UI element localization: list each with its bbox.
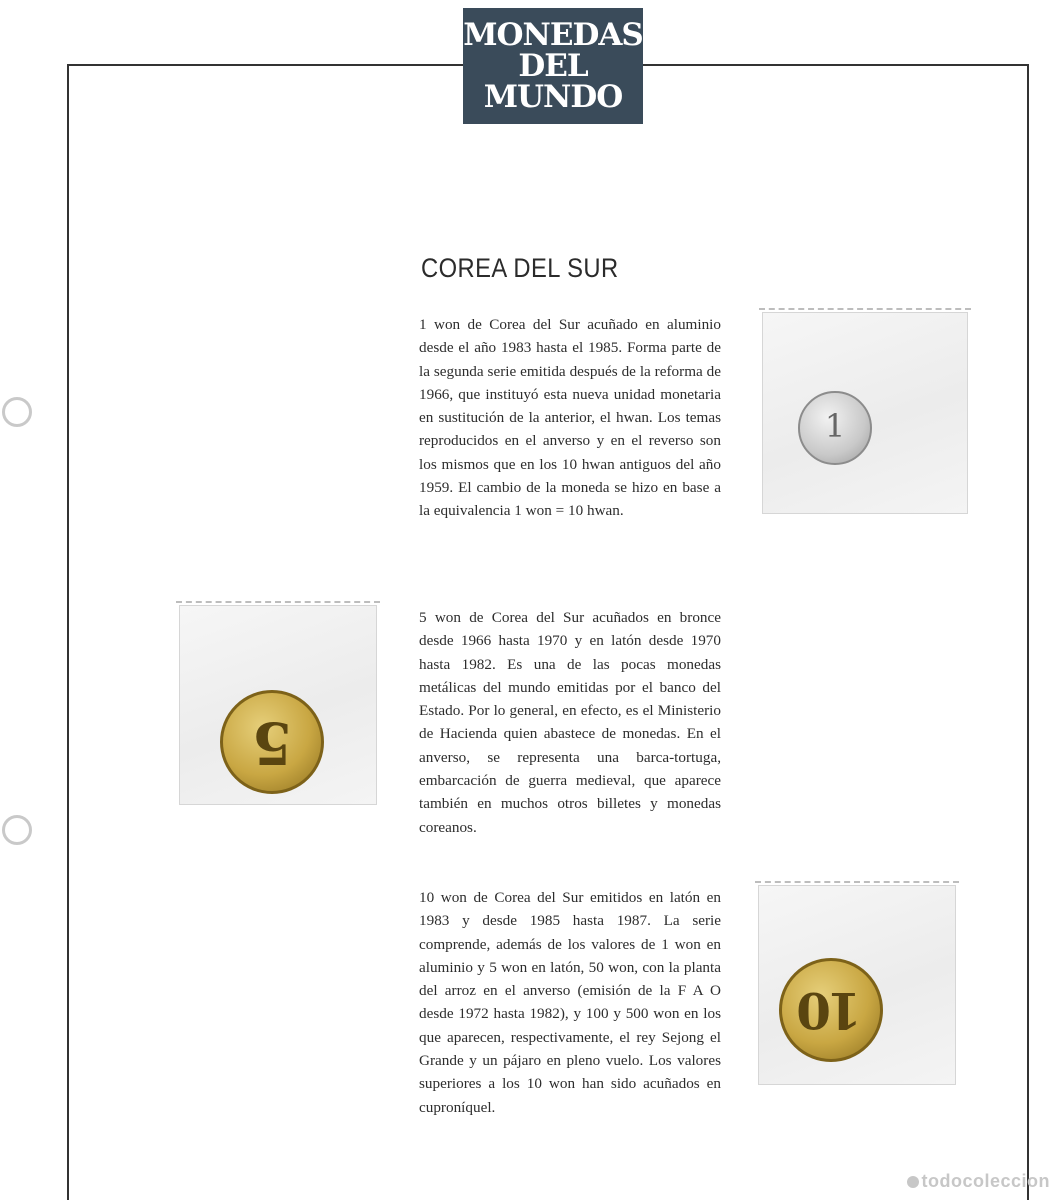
banner-line-3: MUNDO <box>483 79 623 115</box>
banner-line-2: DEL <box>518 48 588 84</box>
country-title: COREA DEL SUR <box>421 253 619 283</box>
collection-banner <box>463 8 643 124</box>
coin-holder-5-won <box>179 605 377 805</box>
watermark-dot-icon <box>907 1176 919 1188</box>
holder-edge <box>759 308 971 314</box>
coin-holder-10-won <box>758 885 956 1085</box>
coin-1-won-numeral: 1 <box>824 407 846 445</box>
coin-5-won-numeral: 5 <box>251 709 293 777</box>
coin-holder-1-won <box>762 312 968 514</box>
holder-edge <box>755 881 959 887</box>
watermark-text: todocoleccion <box>921 1171 1050 1191</box>
coin-1-description: 1 won de Corea del Sur acuñado en aluminio desde el año 1983 hasta el 1985. Forma parte de la segunda serie emitida después de la reforma de 1966, que instituyó esta nueva unidad monetaria en sustitución de la anterior, el hwan. Los temas reproducidos en el anverso y en el reverso son los mismos que en los 10 hwan antiguos del año 1959. El cambio de la moneda se hizo en base a la equivalencia 1 won = 10 hwan. <box>419 316 721 520</box>
holder-edge <box>176 601 380 607</box>
banner-line-1: MONEDAS <box>463 17 643 53</box>
binder-hole-top <box>2 397 32 427</box>
coin-1-won-image <box>798 391 872 465</box>
coin-5-description: 5 won de Corea del Sur acuñados en bronce desde 1966 hasta 1970 y en latón desde 1970 hasta 1982. Es una de las pocas monedas metálicas del mundo emitidas por el banco del Estado. Por lo general, en efecto, es el Ministerio de Hacienda quien abastece de monedas. En el anverso, se representa una barca-tortuga, embarcación de guerra medieval, que aparece también en muchos otros billetes y monedas coreanos. <box>419 609 721 836</box>
watermark-logo <box>907 1171 1050 1192</box>
coin-5-won-image <box>220 690 324 794</box>
coin-10-description: 10 won de Corea del Sur emitidos en latón en 1983 y desde 1985 hasta 1987. La serie comprende, además de los valores de 1 won en aluminio y 5 won en latón, 50 won, con la planta del arroz en el anverso (emisión de la F A O desde 1972 hasta 1982), y 100 y 500 won en los que aparecen, respectivamente, el rey Sejong el Grande y un pájaro en pleno vuelo. Los valores superiores a los 10 won han sido acuñados en cuproníquel. <box>419 889 721 1116</box>
coin-10-won-image <box>779 958 883 1062</box>
coin-10-won-numeral: 10 <box>800 981 862 1040</box>
binder-hole-bottom <box>2 815 32 845</box>
